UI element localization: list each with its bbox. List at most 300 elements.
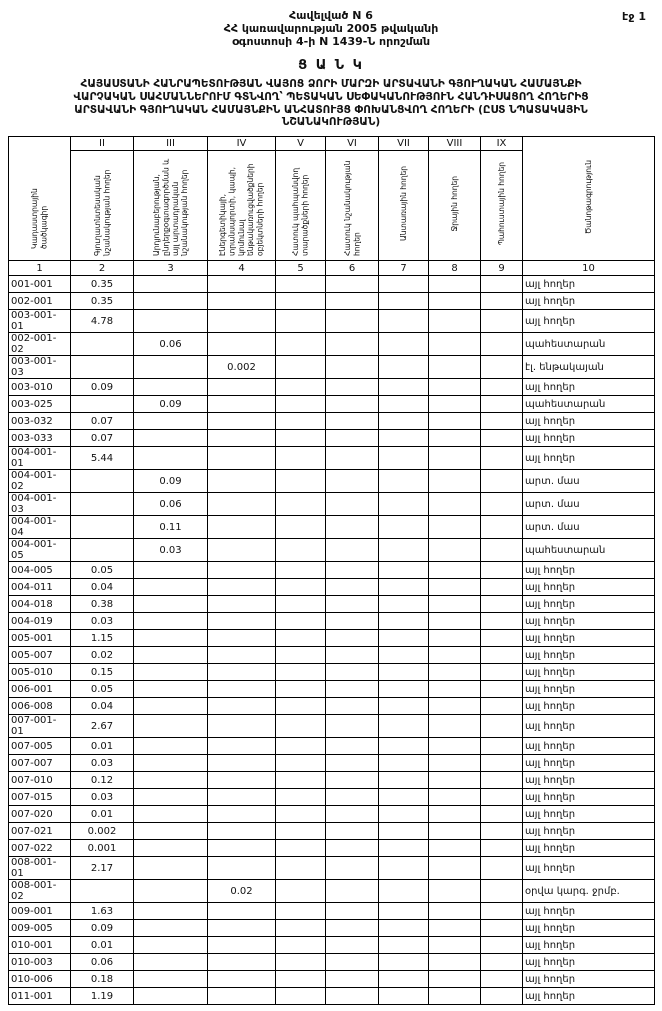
- subtitle-line: ՀԱՅԱՍՏԱՆԻ ՀԱՆՐԱՊԵՏՈՒԹՅԱՆ ՎԱՅՈՑ ՁՈՐԻ ՄԱՐԶԻ ԱՐՏԱՎԱՆԻ ԳՅՈՒՂԱԿԱՆ ՀԱՄԱՅՆՔԻ: [80, 77, 582, 90]
- cell-value: 0.01: [71, 937, 134, 954]
- cell-value: [481, 664, 523, 681]
- table-row: [9, 647, 655, 664]
- cell-value: [276, 988, 326, 1005]
- cell-value: [134, 379, 208, 396]
- cell-value: [326, 857, 379, 880]
- cell-value: [481, 539, 523, 562]
- cell-value: [134, 823, 208, 840]
- cell-value: 0.05: [71, 562, 134, 579]
- cell-value: [326, 356, 379, 379]
- cell-value: 2.17: [71, 857, 134, 880]
- cell-value: [429, 516, 481, 539]
- cell-value: [429, 396, 481, 413]
- cell-value: [481, 806, 523, 823]
- cell-note: այլ հողեր: [523, 681, 655, 698]
- cell-note: այլ հողեր: [523, 903, 655, 920]
- cell-code: 007-022: [9, 840, 71, 857]
- cell-value: [429, 806, 481, 823]
- header-category: [326, 151, 379, 261]
- cell-value: [429, 596, 481, 613]
- cell-value: [481, 493, 523, 516]
- cell-value: [481, 579, 523, 596]
- cell-value: [71, 516, 134, 539]
- cell-value: [276, 630, 326, 647]
- cell-value: [481, 379, 523, 396]
- cell-value: 0.03: [71, 755, 134, 772]
- cell-value: [481, 516, 523, 539]
- cell-value: [429, 789, 481, 806]
- cell-value: [481, 276, 523, 293]
- cell-value: [326, 516, 379, 539]
- table-row: [9, 806, 655, 823]
- cell-value: [379, 971, 429, 988]
- cell-value: [379, 664, 429, 681]
- cell-value: [326, 562, 379, 579]
- cell-value: 1.63: [71, 903, 134, 920]
- cell-value: [208, 516, 276, 539]
- table-row: [9, 715, 655, 738]
- cell-value: [429, 681, 481, 698]
- cell-value: [71, 333, 134, 356]
- cell-note: այլ հողեր: [523, 715, 655, 738]
- cell-value: [481, 715, 523, 738]
- cell-value: [429, 310, 481, 333]
- cell-value: [481, 293, 523, 310]
- cell-code: 007-001-01: [9, 715, 71, 738]
- cell-value: 0.38: [71, 596, 134, 613]
- cell-note: պահեստարան: [523, 333, 655, 356]
- cell-note: այլ հողեր: [523, 857, 655, 880]
- cell-value: [134, 772, 208, 789]
- cell-note: այլ հողեր: [523, 647, 655, 664]
- cell-value: [208, 539, 276, 562]
- cell-value: [429, 493, 481, 516]
- cell-note: այլ հողեր: [523, 806, 655, 823]
- header-roman-numeral: VII: [379, 137, 429, 151]
- cell-note: արտ. մաս: [523, 516, 655, 539]
- cell-code: 005-001: [9, 630, 71, 647]
- list-title: Ց Ա Ն Կ: [298, 57, 364, 73]
- cell-value: [134, 562, 208, 579]
- header-column-number: 3: [134, 261, 208, 276]
- cell-value: [276, 310, 326, 333]
- cell-value: [208, 840, 276, 857]
- cell-value: [379, 447, 429, 470]
- subtitle-line: ՎԱՐՉԱԿԱՆ ՍԱՀՄԱՆՆԵՐՈՒՄ ԳՏՆՎՈՂ՝ ՊԵՏԱԿԱՆ ՍԵՓԱԿԱՆՈՒԹՅՈՒՆ ՀԱՆԴԻՍԱՑՈՂ ՀՈՂԵՐԻՑ: [73, 90, 589, 103]
- cell-value: [276, 430, 326, 447]
- cell-value: [276, 413, 326, 430]
- cell-value: [276, 971, 326, 988]
- cell-value: 0.09: [71, 379, 134, 396]
- cell-value: [429, 664, 481, 681]
- cell-value: [71, 880, 134, 903]
- cell-note: այլ հողեր: [523, 789, 655, 806]
- cell-value: [379, 379, 429, 396]
- cell-value: [208, 379, 276, 396]
- cell-value: 0.03: [71, 789, 134, 806]
- cell-value: [429, 698, 481, 715]
- cell-value: [276, 613, 326, 630]
- cell-code: 004-001-04: [9, 516, 71, 539]
- cell-value: [481, 596, 523, 613]
- header-category-label: Անտառային հողեր: [398, 166, 408, 242]
- cell-note: այլ հողեր: [523, 596, 655, 613]
- cell-code: 001-001: [9, 276, 71, 293]
- header-category-label: Գյուղատնտեսական նշանակության հողեր: [92, 169, 111, 256]
- header-column-number: 7: [379, 261, 429, 276]
- cell-code: 005-007: [9, 647, 71, 664]
- cell-value: 0.15: [71, 664, 134, 681]
- cell-value: [208, 447, 276, 470]
- cell-value: [481, 413, 523, 430]
- cell-value: [326, 880, 379, 903]
- cell-code: 007-005: [9, 738, 71, 755]
- cell-value: 1.15: [71, 630, 134, 647]
- cell-note: այլ հողեր: [523, 430, 655, 447]
- cell-value: [134, 447, 208, 470]
- cell-note: այլ հողեր: [523, 698, 655, 715]
- cell-value: [134, 356, 208, 379]
- cell-value: [481, 971, 523, 988]
- cell-value: [429, 880, 481, 903]
- cell-value: [379, 738, 429, 755]
- cell-value: [208, 988, 276, 1005]
- cell-note: այլ հողեր: [523, 413, 655, 430]
- cell-value: [481, 937, 523, 954]
- cell-value: [326, 840, 379, 857]
- cell-value: [208, 698, 276, 715]
- table-row: [9, 333, 655, 356]
- cell-code: 009-005: [9, 920, 71, 937]
- cell-value: [208, 772, 276, 789]
- cell-code: 010-006: [9, 971, 71, 988]
- cell-value: [379, 413, 429, 430]
- cell-value: [276, 880, 326, 903]
- cell-value: 0.07: [71, 413, 134, 430]
- cell-value: [481, 772, 523, 789]
- cell-value: [208, 755, 276, 772]
- cell-value: [326, 579, 379, 596]
- cell-value: [429, 840, 481, 857]
- cell-value: [276, 954, 326, 971]
- cell-note: այլ հողեր: [523, 447, 655, 470]
- cell-value: [481, 903, 523, 920]
- header-category-label: Արդյունաբերության, ընդերքօգտագործման և այլ արտադրական նշանակության հողեր: [151, 158, 189, 256]
- cell-value: [134, 681, 208, 698]
- cell-value: [326, 396, 379, 413]
- cell-note: այլ հողեր: [523, 920, 655, 937]
- cell-value: [276, 738, 326, 755]
- cell-value: [429, 857, 481, 880]
- cell-value: [481, 755, 523, 772]
- appendix-title: Հավելված N 6: [289, 9, 373, 22]
- cell-value: [276, 903, 326, 920]
- header-roman-numeral: II: [71, 137, 134, 151]
- header-roman-numeral: VIII: [429, 137, 481, 151]
- cell-value: [276, 937, 326, 954]
- cell-value: [429, 470, 481, 493]
- cell-value: [429, 562, 481, 579]
- cell-value: [429, 447, 481, 470]
- cell-value: [326, 971, 379, 988]
- cell-value: [276, 840, 326, 857]
- cell-value: [429, 971, 481, 988]
- cell-value: [429, 738, 481, 755]
- cell-code: 006-008: [9, 698, 71, 715]
- cell-value: [276, 823, 326, 840]
- cell-value: [208, 738, 276, 755]
- cell-note: այլ հողեր: [523, 379, 655, 396]
- cell-value: [379, 988, 429, 1005]
- cell-value: 0.09: [71, 920, 134, 937]
- cell-value: [276, 647, 326, 664]
- cell-value: 0.05: [71, 681, 134, 698]
- cell-value: [208, 613, 276, 630]
- cell-note: պահեստարան: [523, 539, 655, 562]
- header-category-label: Հատուկ պահպանվող տարածքների հողեր: [291, 167, 310, 256]
- document-reference: [8, 10, 654, 49]
- header-roman-row: [9, 137, 655, 151]
- table-row: [9, 937, 655, 954]
- header-category-label: Պահուստային հողեր: [496, 162, 506, 246]
- cell-value: [326, 988, 379, 1005]
- cell-value: [208, 789, 276, 806]
- cell-value: [481, 857, 523, 880]
- cell-value: [429, 276, 481, 293]
- cell-value: [276, 293, 326, 310]
- cell-value: [134, 698, 208, 715]
- cell-value: [481, 681, 523, 698]
- cell-note: այլ հողեր: [523, 664, 655, 681]
- cell-note: այլ հողեր: [523, 562, 655, 579]
- cell-value: [134, 988, 208, 1005]
- cell-value: 0.12: [71, 772, 134, 789]
- cell-value: [208, 954, 276, 971]
- table-row: [9, 698, 655, 715]
- cell-value: [481, 333, 523, 356]
- cell-value: [326, 447, 379, 470]
- cell-value: 0.06: [71, 954, 134, 971]
- cell-value: 0.35: [71, 276, 134, 293]
- cell-value: [134, 880, 208, 903]
- cell-note: այլ հողեր: [523, 988, 655, 1005]
- cell-value: [379, 276, 429, 293]
- cell-value: [429, 579, 481, 596]
- table-row: [9, 903, 655, 920]
- cell-value: [429, 539, 481, 562]
- cell-value: [276, 664, 326, 681]
- table-row: [9, 772, 655, 789]
- cell-value: [429, 988, 481, 1005]
- cell-value: [481, 613, 523, 630]
- decree-line-1: ՀՀ կառավարության 2005 թվականի: [223, 21, 439, 35]
- cell-value: [134, 715, 208, 738]
- table-row: [9, 562, 655, 579]
- cell-value: 0.03: [134, 539, 208, 562]
- cell-value: [276, 396, 326, 413]
- cell-value: [276, 857, 326, 880]
- cell-value: [379, 772, 429, 789]
- cell-value: [276, 562, 326, 579]
- cell-value: [208, 857, 276, 880]
- header-category-label: Հատուկ նշանակության հողեր: [342, 160, 361, 256]
- cell-code: 007-015: [9, 789, 71, 806]
- cell-code: 010-001: [9, 937, 71, 954]
- table-row: [9, 630, 655, 647]
- cell-value: [379, 681, 429, 698]
- cell-value: [379, 539, 429, 562]
- header-category: [429, 151, 481, 261]
- cell-note: այլ հողեր: [523, 613, 655, 630]
- table-row: [9, 413, 655, 430]
- cell-value: [481, 470, 523, 493]
- land-table: [8, 136, 655, 1005]
- cell-value: [326, 293, 379, 310]
- cell-value: 0.03: [71, 613, 134, 630]
- cell-value: [379, 954, 429, 971]
- cell-code: 004-005: [9, 562, 71, 579]
- cell-value: [379, 562, 429, 579]
- header-roman-numeral: VI: [326, 137, 379, 151]
- header-column-number: 10: [523, 261, 655, 276]
- cell-note: այլ հողեր: [523, 579, 655, 596]
- cell-value: [134, 276, 208, 293]
- cell-value: [276, 789, 326, 806]
- cell-code: 003-010: [9, 379, 71, 396]
- cell-value: 0.02: [71, 647, 134, 664]
- cell-code: 007-010: [9, 772, 71, 789]
- cell-value: [326, 806, 379, 823]
- header-category: [208, 151, 276, 261]
- cell-note: այլ հողեր: [523, 276, 655, 293]
- cell-code: 003-001-01: [9, 310, 71, 333]
- cell-value: [379, 880, 429, 903]
- cell-value: [276, 447, 326, 470]
- cell-value: 0.002: [71, 823, 134, 840]
- cell-value: [429, 920, 481, 937]
- table-row: [9, 920, 655, 937]
- cell-value: 0.09: [134, 470, 208, 493]
- cell-note: այլ հողեր: [523, 840, 655, 857]
- cell-value: [326, 664, 379, 681]
- cell-value: [208, 310, 276, 333]
- cell-code: 005-010: [9, 664, 71, 681]
- header-column-number: 1: [9, 261, 71, 276]
- cell-value: 0.02: [208, 880, 276, 903]
- cell-value: 0.11: [134, 516, 208, 539]
- document-subtitle: [14, 78, 648, 129]
- cell-value: [379, 493, 429, 516]
- header-code-column: [9, 137, 71, 261]
- cell-value: [134, 647, 208, 664]
- cell-value: [134, 806, 208, 823]
- cell-value: 2.67: [71, 715, 134, 738]
- cell-note: այլ հողեր: [523, 772, 655, 789]
- cell-value: [134, 920, 208, 937]
- cell-value: [326, 937, 379, 954]
- cell-code: 007-021: [9, 823, 71, 840]
- cell-value: 0.001: [71, 840, 134, 857]
- cell-value: [134, 413, 208, 430]
- cell-value: 0.06: [134, 493, 208, 516]
- cell-value: 0.09: [134, 396, 208, 413]
- cell-value: [429, 647, 481, 664]
- cell-value: [208, 470, 276, 493]
- cell-value: [134, 664, 208, 681]
- cell-note: էլ. ենթակայան: [523, 356, 655, 379]
- cell-value: [326, 698, 379, 715]
- cell-value: [208, 806, 276, 823]
- cell-value: [134, 840, 208, 857]
- table-row: [9, 840, 655, 857]
- cell-value: [429, 613, 481, 630]
- cell-value: [326, 647, 379, 664]
- cell-value: [208, 937, 276, 954]
- cell-note: պահեստարան: [523, 396, 655, 413]
- cell-value: [429, 823, 481, 840]
- cell-value: [481, 823, 523, 840]
- cell-value: [379, 920, 429, 937]
- table-row: [9, 681, 655, 698]
- table-row: [9, 664, 655, 681]
- cell-value: [326, 613, 379, 630]
- cell-value: [208, 596, 276, 613]
- cell-value: [326, 789, 379, 806]
- table-row: [9, 954, 655, 971]
- cell-value: 0.06: [134, 333, 208, 356]
- table-row: [9, 613, 655, 630]
- cell-value: [429, 356, 481, 379]
- cell-value: [481, 988, 523, 1005]
- cell-value: [208, 562, 276, 579]
- cell-code: 008-001-02: [9, 880, 71, 903]
- cell-value: [429, 954, 481, 971]
- cell-value: [326, 920, 379, 937]
- cell-value: [134, 430, 208, 447]
- cell-value: [134, 954, 208, 971]
- decree-line-2: օգոստոսի 4-ի N 1439-Ն որոշման: [231, 34, 431, 48]
- header-column-number: 8: [429, 261, 481, 276]
- cell-value: [208, 630, 276, 647]
- cell-value: [326, 379, 379, 396]
- cell-value: [134, 293, 208, 310]
- cell-value: [429, 937, 481, 954]
- cell-value: [481, 920, 523, 937]
- table-row: [9, 755, 655, 772]
- cell-value: [379, 470, 429, 493]
- cell-value: 0.04: [71, 698, 134, 715]
- cell-value: [429, 630, 481, 647]
- cell-code: 007-007: [9, 755, 71, 772]
- cell-value: 0.002: [208, 356, 276, 379]
- header-column-number: 5: [276, 261, 326, 276]
- cell-code: 003-033: [9, 430, 71, 447]
- table-row: [9, 276, 655, 293]
- table-row: [9, 880, 655, 903]
- table-row: [9, 379, 655, 396]
- header-note-label: Ծանոթագրություն: [583, 159, 593, 234]
- cell-code: 009-001: [9, 903, 71, 920]
- table-row: [9, 470, 655, 493]
- cell-code: 006-001: [9, 681, 71, 698]
- subtitle-line: ՆՇԱՆԱԿՈՒԹՅԱՆ): [281, 116, 381, 129]
- cell-value: [326, 681, 379, 698]
- cell-value: [276, 356, 326, 379]
- cell-value: 0.35: [71, 293, 134, 310]
- cell-code: 004-001-01: [9, 447, 71, 470]
- table-row: [9, 516, 655, 539]
- header-number-row: [9, 261, 655, 276]
